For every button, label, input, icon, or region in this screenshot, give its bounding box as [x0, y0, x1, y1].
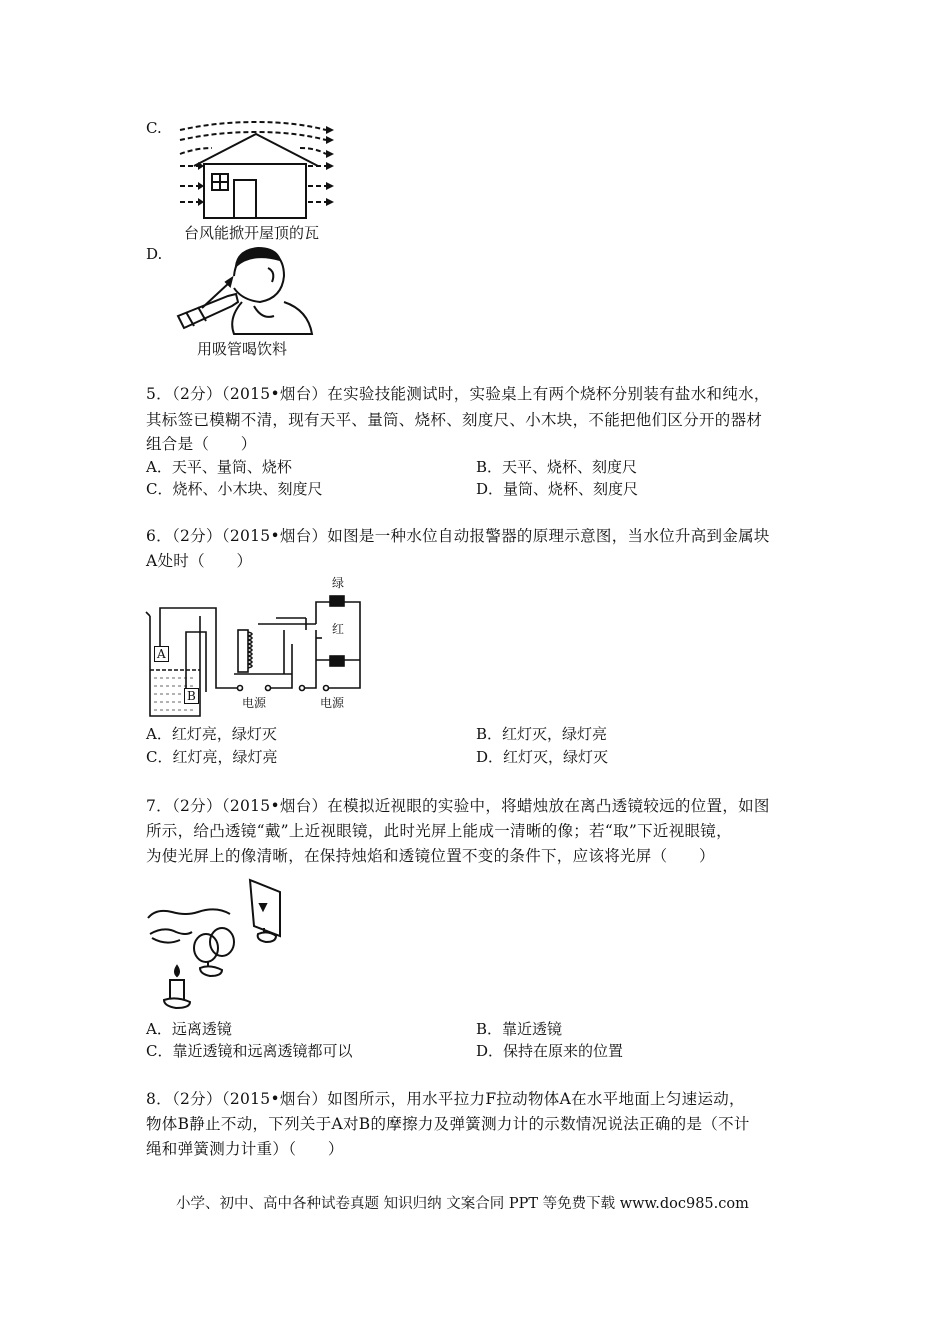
- q5-option-c: C．烧杯、小木块、刻度尺: [146, 480, 323, 498]
- green-lamp-label: 绿: [332, 576, 345, 590]
- q7-option-c: C．靠近透镜和远离透镜都可以: [146, 1042, 353, 1060]
- q6-option-a: A．红灯亮，绿灯灭: [146, 725, 277, 743]
- red-lamp-label: 红: [332, 622, 345, 636]
- q6-option-d: D．红灯灭，绿灯灭: [476, 748, 609, 766]
- page-footer: 小学、初中、高中各种试卷真题 知识归纳 文案合同 PPT 等免费下载 www.doc985.com: [176, 1196, 749, 1212]
- house-wind-figure: [176, 118, 336, 220]
- q6-option-c: C．红灯亮，绿灯亮: [146, 748, 278, 766]
- q5-option-d: D．量筒、烧杯、刻度尺: [476, 480, 639, 498]
- q8-line1: 8．（2分）（2015•烟台）如图所示，用水平拉力F拉动物体A在水平地面上匀速运动，: [146, 1090, 745, 1108]
- myopia-experiment-figure: [146, 876, 296, 1008]
- q7-option-d: D．保持在原来的位置: [476, 1042, 624, 1060]
- q6-line1: 6．（2分）（2015•烟台）如图是一种水位自动报警器的原理示意图，当水位升高到金属块: [146, 527, 770, 545]
- q7-line3: 为使光屏上的像清晰，在保持烛焰和透镜位置不变的条件下，应该将光屏（ ）: [146, 847, 715, 865]
- q5-option-b: B．天平、烧杯、刻度尺: [476, 458, 638, 476]
- boy-drinking-figure: [172, 246, 322, 336]
- option-d-label: D.: [146, 245, 163, 263]
- metal-a-label: A: [154, 646, 169, 662]
- q7-option-a: A．远离透镜: [146, 1020, 232, 1038]
- q6-option-b: B．红灯灭，绿灯亮: [476, 725, 608, 743]
- power-label-2: 电源: [320, 696, 345, 710]
- q8-line2: 物体B静止不动，下列关于A对B的摩擦力及弹簧测力计的示数情况说法正确的是（不计: [146, 1115, 750, 1133]
- q7-line1: 7．（2分）（2015•烟台）在模拟近视眼的实验中，将蜡烛放在离凸透镜较远的位置，如图: [146, 797, 770, 815]
- option-c-caption: 台风能掀开屋顶的瓦: [184, 224, 320, 242]
- metal-b-label: B: [184, 688, 199, 704]
- q5-line2: 其标签已模糊不清，现有天平、量筒、烧杯、刻度尺、小木块，不能把他们区分开的器材: [146, 411, 763, 429]
- q7-option-b: B．靠近透镜: [476, 1020, 563, 1038]
- option-c-label: C.: [146, 119, 162, 137]
- q5-line3: 组合是（ ）: [146, 435, 257, 453]
- q5-line1: 5．（2分）（2015•烟台）在实验技能测试时，实验桌上有两个烧杯分别装有盐水和纯水，: [146, 385, 770, 403]
- water-alarm-figure: [146, 574, 376, 722]
- q6-line2: A处时（ ）: [146, 552, 253, 570]
- option-d-caption: 用吸管喝饮料: [197, 340, 288, 358]
- q8-line3: 绳和弹簧测力计重）（ ）: [146, 1140, 344, 1158]
- power-label-1: 电源: [242, 696, 267, 710]
- q7-line2: 所示，给凸透镜“戴”上近视眼镜，此时光屏上能成一清晰的像；若“取”下近视眼镜，: [146, 822, 732, 840]
- q5-option-a: A．天平、量筒、烧杯: [146, 458, 292, 476]
